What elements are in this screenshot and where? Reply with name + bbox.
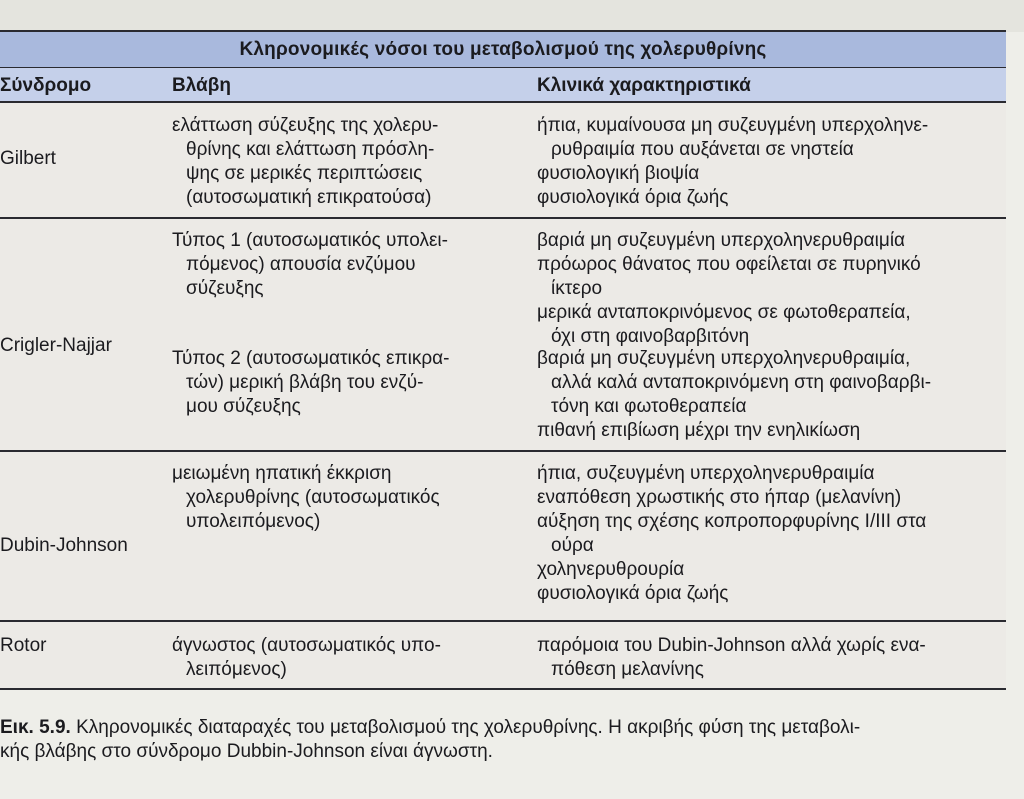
table-row-crigler-najjar — [0, 219, 1006, 452]
clinical-line: πιθανή επιβίωση μέχρι την ενηλικίωση — [537, 420, 861, 441]
clinical-line: χοληνερυθρουρία — [537, 559, 685, 580]
lesion-cell-type1 — [172, 229, 448, 301]
lesion-cell — [172, 634, 441, 682]
syndromes-table — [0, 30, 1006, 690]
lesion-line: ψης σε μερικές περιπτώσεις — [186, 163, 423, 184]
lesion-line: λειπόμενος) — [186, 659, 287, 680]
clinical-line: ίκτερο — [551, 278, 603, 299]
clinical-line: φυσιολογικά όρια ζωής — [537, 583, 729, 604]
lesion-line: τών) μερική βλάβη του ενζύ- — [186, 372, 424, 393]
clinical-line: όχι στη φαινοβαρβιτόνη — [551, 326, 750, 347]
clinical-cell — [537, 462, 926, 606]
lesion-line: θρίνης και ελάττωση πρόσλη- — [186, 139, 435, 160]
syndrome-name: Crigler-Najjar — [0, 335, 112, 356]
clinical-line: ούρα — [551, 535, 594, 556]
clinical-line: ήπια, συζευγμένη υπερχοληνερυθραιμία — [537, 463, 875, 484]
lesion-line: μου σύζευξης — [186, 396, 301, 417]
clinical-line: φυσιολογική βιοψία — [537, 163, 700, 184]
lesion-line: υπολειπόμενος) — [186, 511, 321, 532]
lesion-cell — [172, 114, 438, 210]
lesion-cell-type2 — [172, 347, 449, 419]
clinical-cell — [537, 114, 928, 210]
clinical-line: εναπόθεση χρωστικής στο ήπαρ (μελανίνη) — [537, 487, 902, 508]
lesion-line: χολερυθρίνης (αυτοσωματικός — [186, 487, 440, 508]
lesion-line: (αυτοσωματική επικρατούσα) — [186, 187, 432, 208]
table-title-band — [0, 30, 1006, 68]
figure-caption — [0, 716, 1010, 764]
clinical-line: βαριά μη συζευγμένη υπερχοληνερυθραιμία — [537, 230, 906, 251]
clinical-line: αύξηση της σχέσης κοπροπορφυρίνης I/III στα — [537, 511, 927, 532]
clinical-cell-type2 — [537, 347, 931, 443]
clinical-line: πόθεση μελανίνης — [551, 659, 704, 680]
clinical-line: παρόμοια του Dubin-Johnson αλλά χωρίς ενα- — [537, 635, 926, 656]
clinical-cell — [537, 634, 926, 682]
table-title: Κληρονομικές νόσοι του μεταβολισμού της χολερυθρίνης — [239, 39, 767, 60]
lesion-line: ελάττωση σύζευξης της χολερυ- — [172, 115, 439, 136]
table-row-gilbert — [0, 103, 1006, 219]
clinical-line: αλλά καλά ανταποκρινόμενη στη φαινοβαρβι- — [551, 372, 932, 393]
clinical-line: ήπια, κυμαίνουσα μη συζευγμένη υπερχοληνε- — [537, 115, 929, 136]
clinical-cell-type1 — [537, 229, 921, 349]
table-row-dubin-johnson — [0, 452, 1006, 622]
lesion-line: μειωμένη ηπατική έκκριση — [172, 463, 392, 484]
clinical-line: μερικά ανταποκρινόμενος σε φωτοθεραπεία, — [537, 302, 911, 323]
lesion-line: άγνωστος (αυτοσωματικός υπο- — [172, 635, 441, 656]
caption-label: Εικ. 5.9. — [0, 717, 71, 738]
lesion-cell — [172, 462, 440, 534]
caption-text-1: Κληρονομικές διαταραχές του μεταβολισμού της χολερυθρίνης. Η ακριβής φύση της μεταβολι- — [70, 717, 861, 738]
clinical-line: ρυθραιμία που αυξάνεται σε νηστεία — [551, 139, 854, 160]
caption-line-1 — [0, 716, 1010, 740]
lesion-line: Τύπος 2 (αυτοσωματικός επικρα- — [172, 348, 450, 369]
syndrome-name: Gilbert — [0, 148, 56, 169]
header-syndrome: Σύνδρομο — [0, 75, 92, 96]
syndrome-name: Rotor — [0, 635, 47, 656]
lesion-line: σύζευξης — [186, 278, 264, 299]
caption-text-2: κής βλάβης στο σύνδρομο Dubbin-Johnson είναι άγνωστη. — [0, 741, 493, 762]
header-lesion: Βλάβη — [172, 75, 231, 96]
table-row-rotor — [0, 622, 1006, 690]
clinical-line: πρόωρος θάνατος που οφείλεται σε πυρηνικό — [537, 254, 921, 275]
clinical-line: φυσιολογικά όρια ζωής — [537, 187, 729, 208]
syndrome-name: Dubin-Johnson — [0, 535, 128, 556]
table-header-row — [0, 68, 1006, 103]
lesion-line: Τύπος 1 (αυτοσωματικός υπολει- — [172, 230, 448, 251]
clinical-line: τόνη και φωτοθεραπεία — [551, 396, 747, 417]
header-clinical: Κλινικά χαρακτηριστικά — [537, 75, 751, 96]
lesion-line: πόμενος) απουσία ενζύμου — [186, 254, 416, 275]
clinical-line: βαριά μη συζευγμένη υπερχοληνερυθραιμία, — [537, 348, 911, 369]
page-top-edge — [0, 0, 1024, 32]
